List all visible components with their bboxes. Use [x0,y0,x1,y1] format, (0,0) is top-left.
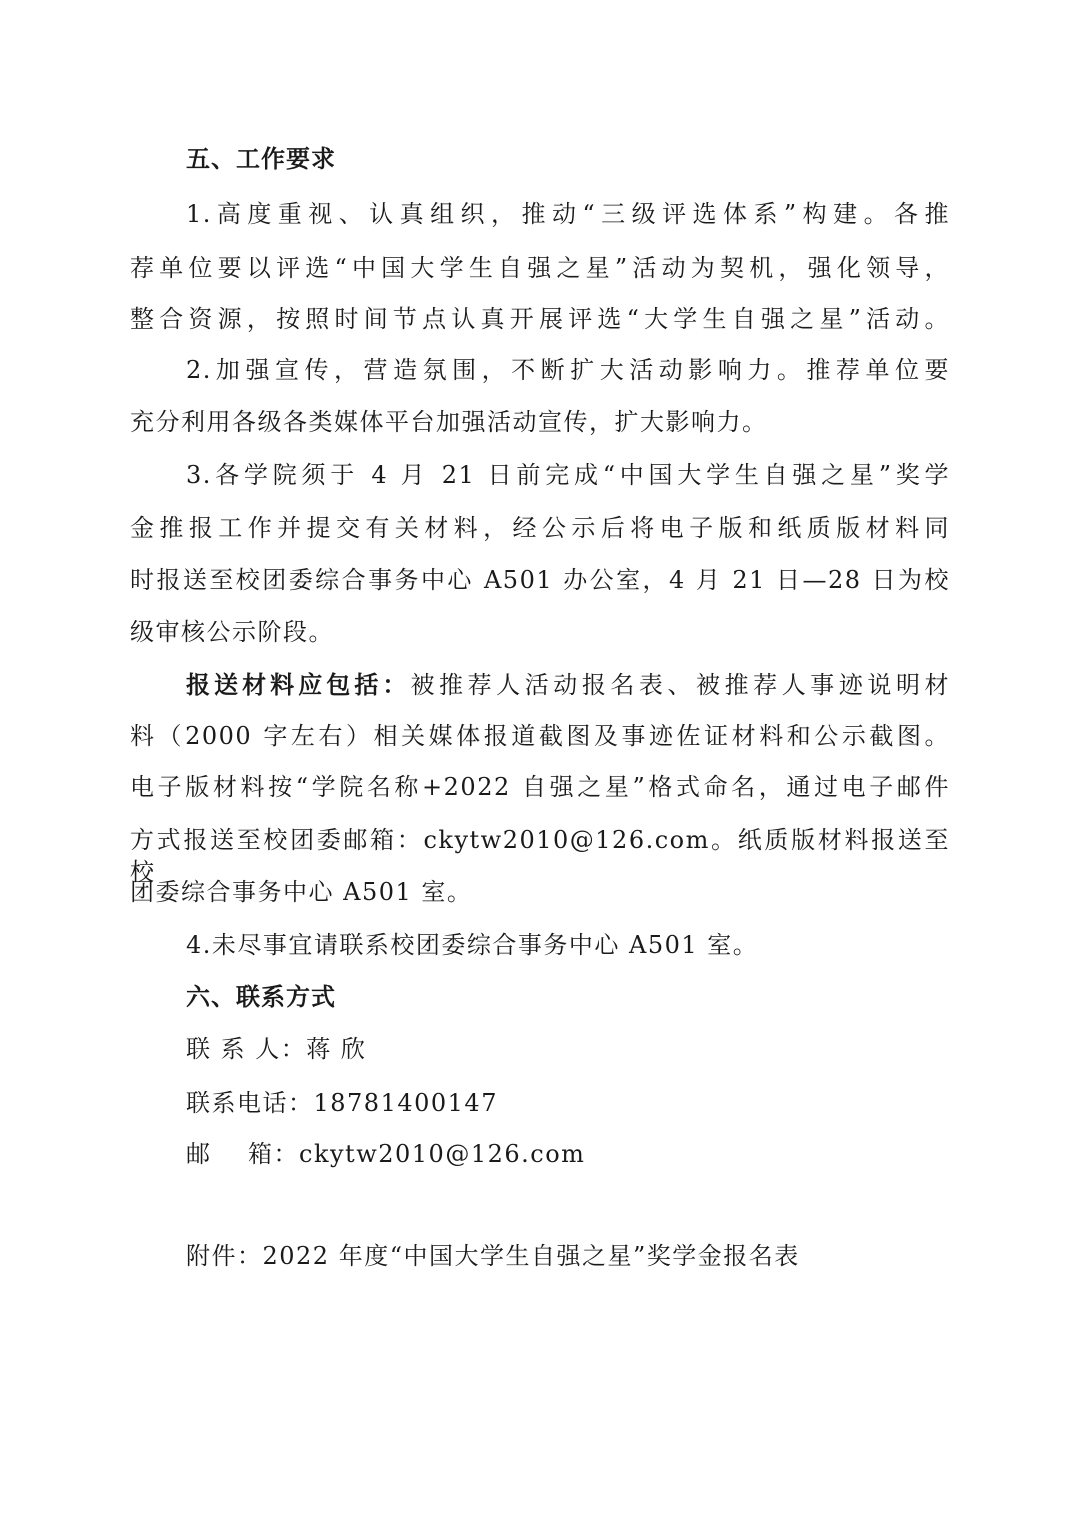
item-1-line-3: 整合资源，按照时间节点认真开展评选“大学生自强之星”活动。 [130,305,950,333]
item-2-line-1: 2.加强宣传，营造氛围，不断扩大活动影响力。推荐单位要 [186,356,950,384]
attachment-line: 附件：2022 年度“中国大学生自强之星”奖学金报名表 [186,1242,800,1270]
item-2-line-2: 充分利用各级各类媒体平台加强活动宣传，扩大影响力。 [130,408,768,436]
materials-line-4: 方式报送至校团委邮箱：ckytw2010@126.com。纸质版材料报送至校 [130,826,950,886]
item-1-line-2: 荐单位要以评选“中国大学生自强之星”活动为契机，强化领导， [130,254,950,282]
materials-line-3: 电子版材料按“学院名称+2022 自强之星”格式命名，通过电子邮件 [130,773,950,801]
materials-line-5: 团委综合事务中心 A501 室。 [130,878,473,906]
section-5-heading: 五、工作要求 [186,145,336,173]
contact-person: 联 系 人：蒋 欣 [186,1035,367,1063]
section-6-heading: 六、联系方式 [186,983,336,1011]
materials-line-2: 料（2000 字左右）相关媒体报道截图及事迹佐证材料和公示截图。 [130,722,950,750]
materials-line-1-text: 被推荐人活动报名表、被推荐人事迹说明材 [410,671,951,699]
item-4-line-1: 4.未尽事宜请联系校团委综合事务中心 A501 室。 [186,931,759,959]
item-3-line-2: 金推报工作并提交有关材料，经公示后将电子版和纸质版材料同 [130,514,950,542]
contact-email: 邮 箱：ckytw2010@126.com [186,1140,586,1168]
contact-phone: 联系电话：18781400147 [186,1089,498,1117]
materials-label: 报送材料应包括： [186,671,411,699]
materials-line-1 [186,669,950,701]
item-3-line-4: 级审核公示阶段。 [130,618,334,646]
item-1-line-1: 1.高度重视、认真组织，推动“三级评选体系”构建。各推 [186,200,950,228]
item-3-line-1: 3.各学院须于 4 月 21 日前完成“中国大学生自强之星”奖学 [186,461,950,489]
item-3-line-3: 时报送至校团委综合事务中心 A501 办公室，4 月 21 日—28 日为校 [130,566,950,594]
